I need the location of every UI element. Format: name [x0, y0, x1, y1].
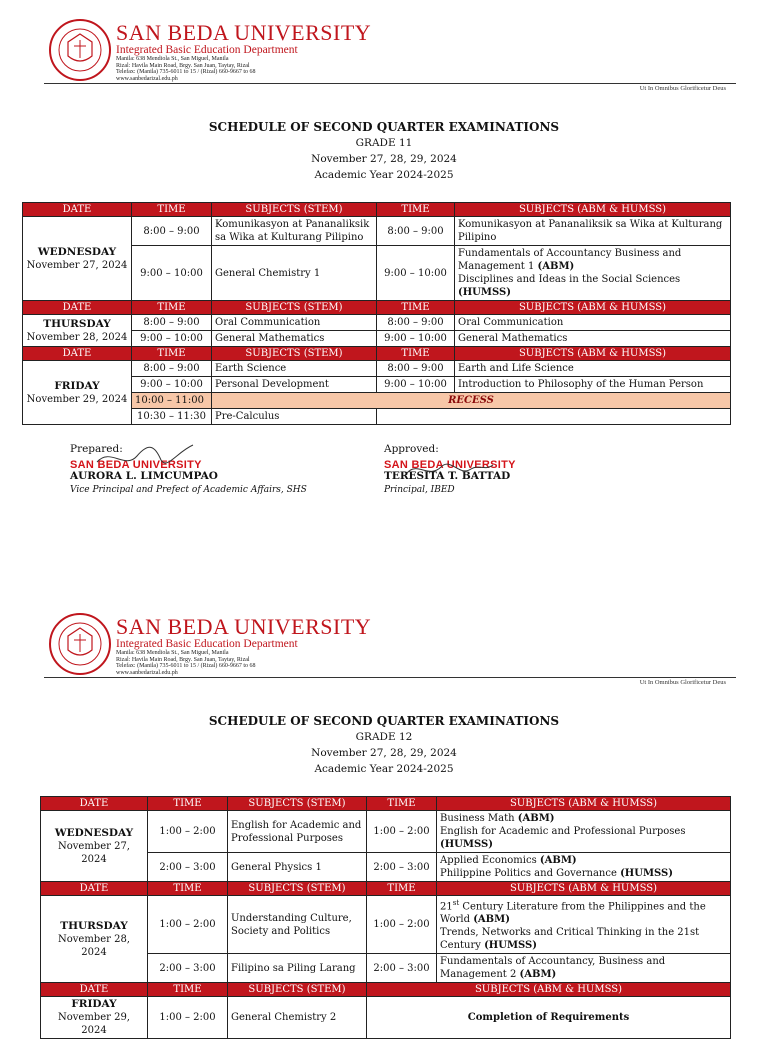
- table-row: [41, 896, 731, 954]
- time-cell: 9:00 – 10:00: [132, 246, 212, 301]
- signatory-position: Vice Principal and Prefect of Academic Affairs, SHS: [70, 485, 307, 495]
- day-name: THURSDAY: [43, 317, 111, 330]
- column-header: TIME: [132, 203, 212, 217]
- time-cell: 8:00 – 9:00: [377, 315, 455, 331]
- table-header-row: [41, 983, 731, 997]
- university-name: SAN BEDA UNIVERSITY: [116, 614, 372, 639]
- column-header: TIME: [377, 203, 455, 217]
- subject-text: Trends, Networks and Critical Thinking in the 21st Century: [440, 927, 700, 952]
- column-header: TIME: [377, 347, 455, 361]
- strand-tag: (HUMSS): [440, 839, 493, 850]
- subject-text: Applied Economics: [440, 855, 540, 866]
- column-header: DATE: [41, 983, 148, 997]
- address-block: [116, 650, 256, 676]
- motto: Ut In Omnibus Glorificetur Deus: [639, 679, 726, 686]
- subject-cell: Personal Development: [212, 377, 377, 393]
- column-header: TIME: [132, 301, 212, 315]
- signature-scribble-icon: [405, 455, 495, 483]
- column-header: SUBJECTS (STEM): [228, 983, 367, 997]
- address-line: Manila: 638 Mendiola St., San Miguel, Manila: [116, 650, 229, 656]
- strand-tag: (HUMSS): [458, 287, 511, 298]
- document-title-block: [0, 713, 768, 777]
- date-text: November 29, 2024: [26, 393, 128, 405]
- date-cell: [23, 315, 132, 347]
- subject-cell: Earth and Life Science: [455, 361, 731, 377]
- day-name: FRIDAY: [71, 998, 117, 1011]
- exam-dates: November 27, 28, 29, 2024: [311, 153, 457, 165]
- time-cell: 9:00 – 10:00: [132, 377, 212, 393]
- column-header: DATE: [41, 882, 148, 896]
- grade-level: GRADE 11: [355, 137, 413, 149]
- time-cell: 2:00 – 3:00: [148, 954, 228, 983]
- time-cell: 9:00 – 10:00: [377, 331, 455, 347]
- date-text: November 28, 2024: [26, 331, 128, 343]
- schedule-table: [40, 796, 731, 1039]
- table-header-row: [41, 882, 731, 896]
- subject-text: Philippine Politics and Governance: [440, 868, 621, 879]
- day-name: FRIDAY: [54, 379, 100, 392]
- time-cell: 2:00 – 3:00: [367, 853, 437, 882]
- university-seal-icon: [48, 18, 112, 82]
- column-header: SUBJECTS (STEM): [212, 347, 377, 361]
- subject-text: Fundamentals of Accountancy Business and Management 1: [458, 248, 682, 272]
- date-text: November 29, 2024: [57, 1012, 130, 1037]
- time-cell: 8:00 – 9:00: [377, 361, 455, 377]
- date-cell: [41, 896, 148, 983]
- letterhead: [44, 612, 736, 682]
- recess-label: RECESS: [212, 393, 731, 409]
- column-header: SUBJECTS (ABM & HUMSS): [437, 797, 731, 811]
- subject-cell: [437, 896, 731, 954]
- table-row: [23, 361, 731, 377]
- website: www.sanbedarizal.edu.ph: [116, 75, 178, 82]
- strand-tag: (ABM): [539, 855, 577, 866]
- time-cell: 1:00 – 2:00: [367, 811, 437, 853]
- table-header-row: [23, 203, 731, 217]
- date-text: November 28, 2024: [57, 933, 130, 958]
- date-text: November 27, 2024: [57, 840, 130, 865]
- day-name: THURSDAY: [60, 919, 128, 932]
- subject-cell: [437, 954, 731, 983]
- column-header: DATE: [23, 203, 132, 217]
- document-title: SCHEDULE OF SECOND QUARTER EXAMINATIONS: [208, 714, 560, 728]
- university-seal-icon: [48, 612, 112, 676]
- subject-cell: Introduction to Philosophy of the Human Person: [455, 377, 731, 393]
- time-cell: 2:00 – 3:00: [148, 853, 228, 882]
- table-header-row: [23, 301, 731, 315]
- time-cell: 10:00 – 11:00: [132, 393, 212, 409]
- address-line: Rizal: Havila Main Road, Brgy. San Juan, Taytay, Rizal: [116, 656, 250, 663]
- strand-tag: (HUMSS): [620, 868, 673, 879]
- column-header: SUBJECTS (STEM): [212, 203, 377, 217]
- table-header-row: [23, 347, 731, 361]
- subject-text: Disciplines and Ideas in the Social Sciences: [458, 274, 681, 285]
- subject-text: Business Math: [440, 813, 518, 824]
- university-name: SAN BEDA UNIVERSITY: [116, 20, 372, 45]
- document-title-block: [0, 119, 768, 183]
- column-header: DATE: [41, 797, 148, 811]
- subject-cell: English for Academic and Professional Purposes: [228, 811, 367, 853]
- empty-cell: [377, 409, 731, 425]
- subject-cell: Understanding Culture, Society and Politics: [228, 896, 367, 954]
- column-header: DATE: [23, 301, 132, 315]
- subject-cell: General Chemistry 1: [212, 246, 377, 301]
- signatory-name: AURORA L. LIMCUMPAO: [70, 470, 218, 482]
- strand-tag: (ABM): [473, 914, 510, 926]
- time-cell: 1:00 – 2:00: [148, 997, 228, 1039]
- letterhead: [44, 18, 736, 88]
- prepared-label: Prepared:: [70, 443, 123, 455]
- subject-cell: Oral Communication: [212, 315, 377, 331]
- subject-cell: Completion of Requirements: [367, 997, 731, 1039]
- subject-cell: Oral Communication: [455, 315, 731, 331]
- strand-tag: (ABM): [519, 969, 557, 981]
- column-header: TIME: [148, 797, 228, 811]
- subject-text: 21: [440, 901, 453, 913]
- department-name: Integrated Basic Education Department: [116, 44, 298, 56]
- strand-tag: (ABM): [517, 813, 555, 824]
- university-stamp: SAN BEDA UNIVERSITY: [384, 459, 516, 471]
- time-cell: 8:00 – 9:00: [132, 217, 212, 246]
- motto: Ut In Omnibus Glorificetur Deus: [639, 85, 726, 92]
- column-header: SUBJECTS (STEM): [228, 797, 367, 811]
- department-name: Integrated Basic Education Department: [116, 638, 298, 650]
- subject-cell: [437, 853, 731, 882]
- signature-scribble-icon: [95, 442, 205, 474]
- academic-year: Academic Year 2024-2025: [314, 169, 454, 181]
- academic-year: Academic Year 2024-2025: [314, 763, 454, 775]
- address-block: [116, 56, 256, 82]
- column-header: TIME: [132, 347, 212, 361]
- strand-tag: (HUMSS): [484, 940, 538, 952]
- subject-cell: General Mathematics: [212, 331, 377, 347]
- column-header: TIME: [367, 882, 437, 896]
- schedule-table: [22, 202, 731, 425]
- address-line: Rizal: Havila Main Road, Brgy. San Juan, Taytay, Rizal: [116, 62, 250, 69]
- signatory-position: Principal, IBED: [384, 485, 455, 495]
- time-cell: 9:00 – 10:00: [377, 377, 455, 393]
- grade-level: GRADE 12: [355, 731, 413, 743]
- time-cell: 8:00 – 9:00: [132, 361, 212, 377]
- time-cell: 1:00 – 2:00: [148, 811, 228, 853]
- approved-label: Approved:: [384, 443, 439, 455]
- subject-text: Century Literature from the Philippines and the World: [440, 901, 706, 926]
- time-cell: 10:30 – 11:30: [132, 409, 212, 425]
- subject-cell: [437, 811, 731, 853]
- table-row: [23, 217, 731, 246]
- time-cell: 9:00 – 10:00: [377, 246, 455, 301]
- subject-cell: General Mathematics: [455, 331, 731, 347]
- subject-cell: [455, 246, 731, 301]
- day-name: WEDNESDAY: [37, 245, 117, 258]
- time-cell: 1:00 – 2:00: [148, 896, 228, 954]
- column-header: SUBJECTS (ABM & HUMSS): [455, 301, 731, 315]
- subject-text: Fundamentals of Accountancy, Business and Management 2: [440, 956, 666, 981]
- column-header: SUBJECTS (ABM & HUMSS): [455, 347, 731, 361]
- table-header-row: [41, 797, 731, 811]
- table-row: [23, 315, 731, 331]
- column-header: DATE: [23, 347, 132, 361]
- date-cell: [41, 811, 148, 882]
- time-cell: 2:00 – 3:00: [367, 954, 437, 983]
- column-header: SUBJECTS (ABM & HUMSS): [367, 983, 731, 997]
- address-line: Telefax: (Manila) 735-6011 to 15 / (Rizal) 660-9667 to 68: [116, 69, 256, 75]
- subject-cell: Earth Science: [212, 361, 377, 377]
- exam-dates: November 27, 28, 29, 2024: [311, 747, 457, 759]
- document-title: SCHEDULE OF SECOND QUARTER EXAMINATIONS: [208, 120, 560, 134]
- university-stamp: SAN BEDA UNIVERSITY: [70, 459, 202, 471]
- time-cell: 1:00 – 2:00: [367, 896, 437, 954]
- table-row: [41, 997, 731, 1039]
- column-header: TIME: [367, 797, 437, 811]
- subject-cell: Komunikasyon at Pananaliksik sa Wika at Kulturang Pilipino: [455, 217, 731, 246]
- date-text: November 27, 2024: [26, 259, 128, 271]
- superscript: st: [452, 899, 460, 907]
- header-divider: [44, 677, 736, 678]
- subject-cell: General Physics 1: [228, 853, 367, 882]
- column-header: TIME: [148, 882, 228, 896]
- time-cell: 9:00 – 10:00: [132, 331, 212, 347]
- time-cell: 8:00 – 9:00: [132, 315, 212, 331]
- date-cell: [41, 997, 148, 1039]
- subject-text: English for Academic and Professional Purposes: [440, 826, 686, 837]
- column-header: SUBJECTS (STEM): [212, 301, 377, 315]
- column-header: TIME: [377, 301, 455, 315]
- signatory-name: TERESITA T. BATTAD: [384, 470, 511, 482]
- column-header: SUBJECTS (STEM): [228, 882, 367, 896]
- column-header: SUBJECTS (ABM & HUMSS): [437, 882, 731, 896]
- subject-cell: Pre-Calculus: [212, 409, 377, 425]
- header-divider: [44, 83, 736, 84]
- website: www.sanbedarizal.edu.ph: [116, 669, 178, 676]
- column-header: TIME: [148, 983, 228, 997]
- date-cell: [23, 361, 132, 425]
- address-line: Manila: 638 Mendiola St., San Miguel, Manila: [116, 56, 229, 62]
- time-cell: 8:00 – 9:00: [377, 217, 455, 246]
- subject-cell: Filipino sa Piling Larang: [228, 954, 367, 983]
- subject-cell: Komunikasyon at Pananaliksik sa Wika at Kulturang Pilipino: [212, 217, 377, 246]
- date-cell: [23, 217, 132, 301]
- column-header: SUBJECTS (ABM & HUMSS): [455, 203, 731, 217]
- table-row: [41, 811, 731, 853]
- subject-cell: General Chemistry 2: [228, 997, 367, 1039]
- address-line: Telefax: (Manila) 735-6011 to 15 / (Rizal) 660-9667 to 68: [116, 663, 256, 669]
- strand-tag: (ABM): [537, 261, 575, 272]
- day-name: WEDNESDAY: [54, 826, 134, 839]
